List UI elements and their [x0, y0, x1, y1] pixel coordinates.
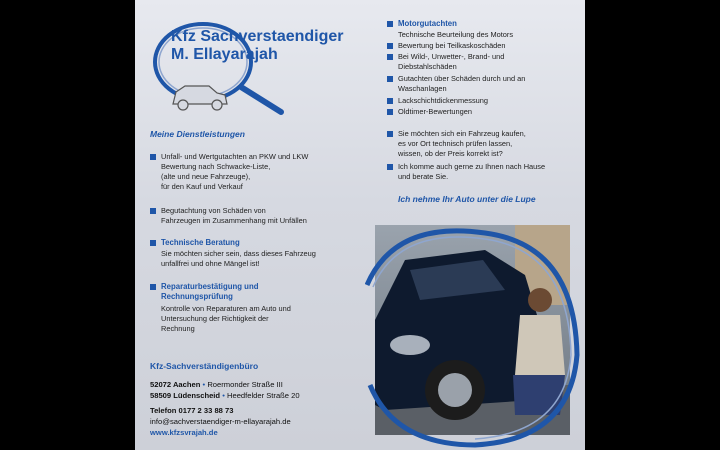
bullet-icon — [150, 208, 156, 214]
bullet-icon — [150, 154, 156, 160]
bullet-icon — [387, 98, 393, 104]
bullet-icon — [387, 21, 393, 27]
address-zip-city: 58509 Lüdenscheid — [150, 391, 221, 400]
right-item-line: Bei Wild-, Unwetter-, Brand- und — [398, 52, 505, 61]
service-item-2-line: Fahrzeugen im Zusammenhang mit Unfällen — [161, 216, 307, 225]
buy-text-line: es vor Ort technisch prüfen lassen, — [398, 139, 513, 148]
car-photo — [365, 215, 585, 450]
repair-text-line: Kontrolle von Reparaturen am Auto und — [161, 304, 291, 313]
separator-dot: • — [222, 391, 225, 400]
bullet-icon — [387, 109, 393, 115]
bullet-icon — [150, 240, 156, 246]
buy-text — [398, 129, 526, 159]
tech-text-line: unfallfrei und ohne Mängel ist! — [161, 259, 260, 268]
bullet-icon — [387, 164, 393, 170]
right-item — [398, 74, 525, 94]
buy-text-line: Sie möchten sich ein Fahrzeug kaufen, — [398, 129, 526, 138]
right-item: Bewertung bei Teilkaskoschäden — [398, 41, 506, 50]
bullet-icon — [387, 76, 393, 82]
motor-subtext: Technische Beurteilung des Motors — [398, 30, 514, 39]
logo-title-line1: Kfz Sachverstaendiger — [171, 28, 344, 45]
right-item: Lackschichtdickenmessung — [398, 96, 488, 105]
bullet-icon — [387, 43, 393, 49]
slogan: Ich nehme Ihr Auto unter die Lupe — [398, 194, 536, 204]
right-item: Oldtimer-Bewertungen — [398, 107, 472, 116]
repair-heading-line: Reparaturbestätigung und — [161, 282, 259, 291]
right-item-line: Waschanlagen — [398, 84, 447, 93]
email-link[interactable]: info@sachverstaendiger-m-ellayarajah.de — [150, 417, 291, 426]
service-item-1-line: (alte und neue Fahrzeuge), — [161, 172, 251, 181]
right-item — [398, 52, 504, 72]
separator-dot: • — [202, 380, 206, 389]
motor-heading: Motorgutachten — [398, 19, 457, 28]
website-link[interactable]: www.kfzsvrajah.de — [150, 428, 218, 437]
bullet-icon — [387, 54, 393, 60]
phone-number[interactable]: Telefon 0177 2 33 88 73 — [150, 406, 234, 415]
service-item-1-line: für den Kauf und Verkauf — [161, 182, 243, 191]
address-street: Heedfelder Straße 20 — [226, 391, 300, 400]
address-aachen — [150, 380, 283, 389]
bullet-icon — [387, 131, 393, 137]
repair-heading-line: Rechnungsprüfung — [161, 292, 233, 301]
repair-text-line: Untersuchung der Richtigkeit der — [161, 314, 269, 323]
tech-text — [161, 249, 316, 269]
right-item-line: Gutachten über Schäden durch und an — [398, 74, 526, 83]
service-item-2-line: Begutachtung von Schäden von — [161, 206, 266, 215]
office-heading: Kfz-Sachverständigenbüro — [150, 361, 259, 371]
service-item-2 — [161, 206, 307, 226]
repair-text-line: Rechnung — [161, 324, 195, 333]
logo-title-line2: M. Ellayarajah — [171, 46, 278, 63]
address-zip-city: 52072 Aachen — [150, 380, 201, 389]
visit-text-line: und berate Sie. — [398, 172, 449, 181]
services-heading: Meine Dienstleistungen — [150, 129, 245, 139]
service-item-1-line: Unfall- und Wertgutachten an PKW und LKW — [161, 152, 309, 161]
visit-text — [398, 162, 545, 182]
bullet-icon — [150, 284, 156, 290]
repair-heading — [161, 282, 258, 302]
tech-heading: Technische Beratung — [161, 238, 240, 247]
flyer-page — [135, 0, 585, 450]
address-street: Roermonder Straße III — [207, 380, 283, 389]
right-item-line: Diebstahlschäden — [398, 62, 457, 71]
service-item-1-line: Bewertung nach Schwacke-Liste, — [161, 162, 271, 171]
address-luedenscheid — [150, 391, 300, 400]
service-item-1 — [161, 152, 308, 192]
tech-text-line: Sie möchten sicher sein, dass dieses Fahrzeug — [161, 249, 316, 258]
repair-text — [161, 304, 291, 334]
buy-text-line: wissen, ob der Preis korrekt ist? — [398, 149, 503, 158]
visit-text-line: Ich komme auch gerne zu Ihnen nach Hause — [398, 162, 546, 171]
